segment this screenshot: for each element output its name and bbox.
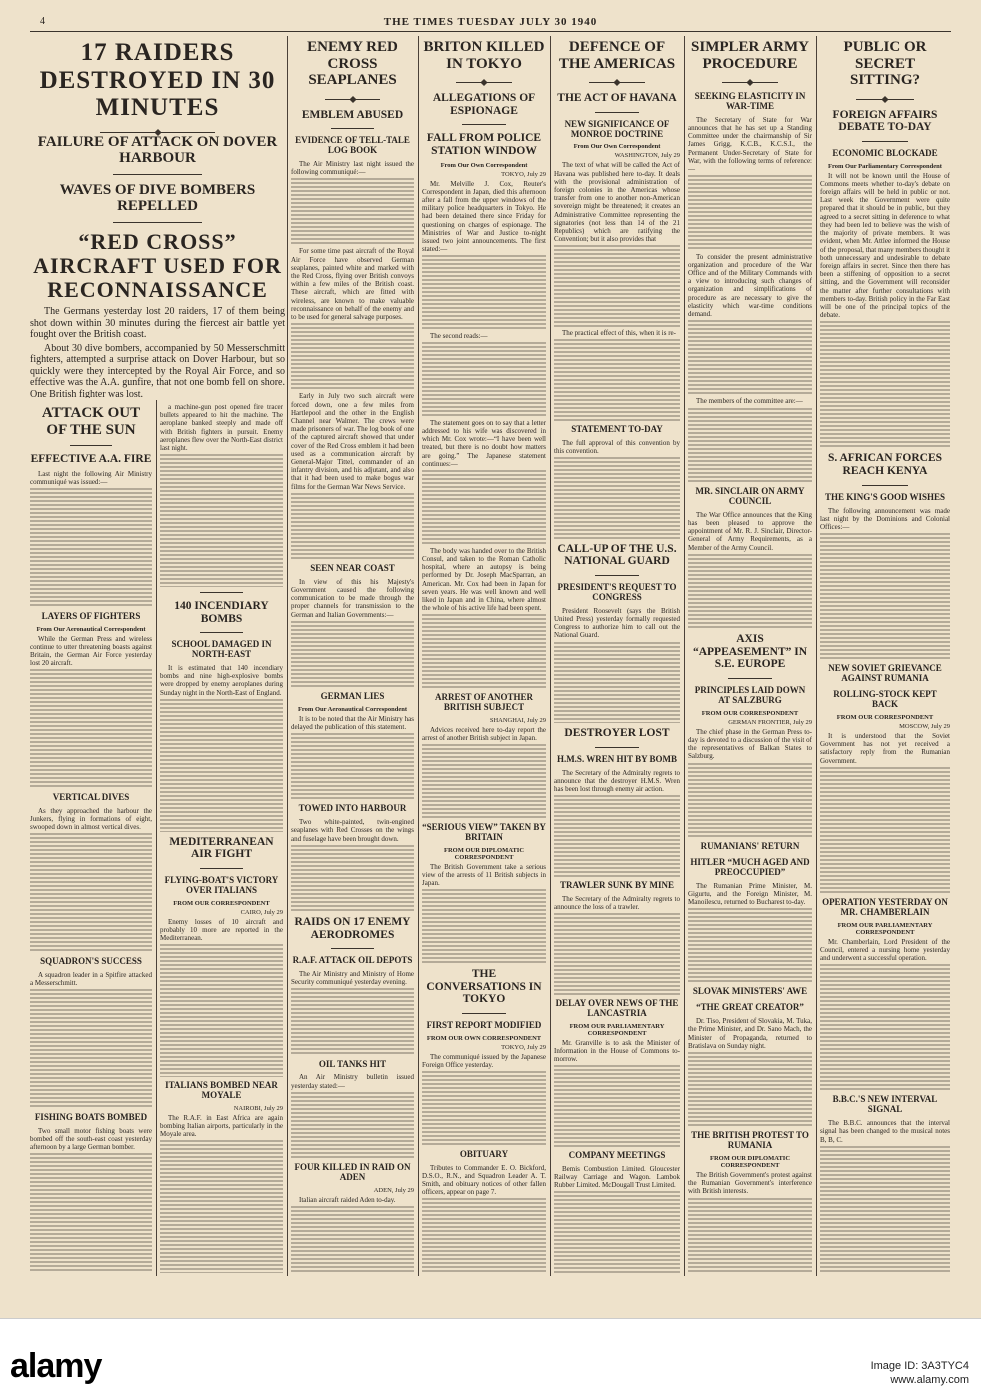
- body-text-block: [422, 614, 546, 689]
- column-3: [291, 36, 414, 1274]
- headline: DESTROYER LOST: [564, 727, 670, 740]
- body-text-block: [160, 699, 283, 832]
- dateline: TOKYO, July 29: [501, 170, 546, 178]
- column-divider: [816, 36, 817, 1276]
- body-text-block: [688, 1052, 812, 1127]
- article-paragraph: An Air Ministry bulletin issued yesterday stated:—: [291, 1073, 414, 1090]
- article-paragraph: Two small motor fishing boats were bombed off the south-east coast yesterday afternoon by a large German bomber.: [30, 1126, 152, 1152]
- body-text-block: [422, 255, 546, 330]
- headline: ITALIANS BOMBED NEAR MOYALE: [165, 1079, 278, 1100]
- headline: MEDITERRANEAN AIR FIGHT: [169, 835, 274, 861]
- body-text-block: [160, 454, 283, 587]
- masthead: [30, 14, 951, 32]
- body-text-block: [291, 1092, 414, 1159]
- alamy-logo: alamy: [10, 1347, 102, 1385]
- dateline: ADEN, July 29: [373, 1186, 414, 1194]
- headline: SEEN NEAR COAST: [310, 562, 395, 573]
- headline: BRITON KILLED IN TOKYO: [423, 39, 545, 72]
- byline: FROM OUR DIPLOMATIC CORRESPONDENT: [709, 1155, 791, 1170]
- article-paragraph: The members of the committee are:—: [696, 397, 803, 406]
- short-rule: [862, 485, 908, 486]
- headline: SCHOOL DAMAGED IN NORTH-EAST: [171, 639, 272, 660]
- ornament-rule: [722, 78, 778, 86]
- headline: NEW SOVIET GRIEVANCE AGAINST RUMANIA: [828, 663, 942, 684]
- article-paragraph: Mr. Granville is to ask the Minister of Information in the House of Commons to-morrow.: [554, 1038, 680, 1064]
- short-rule: [113, 222, 202, 223]
- byline: From Our Own Correspondent: [440, 161, 528, 169]
- byline: FROM OUR PARLIAMENTARY CORRESPONDENT: [569, 1022, 665, 1037]
- body-text-block: [554, 795, 680, 877]
- column-divider: [287, 36, 288, 1276]
- article-paragraph: The Secretary of the Admiralty regrets to announce the loss of a trawler.: [554, 894, 680, 912]
- ornament-rule: [456, 78, 512, 86]
- stock-footer: [0, 1318, 981, 1390]
- body-text-block: [30, 833, 152, 953]
- headline: FOUR KILLED IN RAID ON ADEN: [294, 1161, 411, 1182]
- article-paragraph: In view of this his Majesty's Government caused the following communication to be made through the proper channels for transmission to the German and Italian Governments:—: [291, 577, 414, 619]
- byline: FROM OUR CORRESPONDENT: [836, 713, 934, 721]
- article-paragraph: The practical effect of this, when it is re-: [562, 329, 676, 338]
- headline: FALL FROM POLICE STATION WINDOW: [426, 132, 542, 157]
- article-paragraph: The War Office announces that the King has been pleased to approve the appointment of Mr. R. J. Sinclair, Director-General of Army Requirements, as a Member of the Army Council.: [688, 510, 812, 552]
- column-7: [820, 36, 950, 1274]
- article-paragraph: Early in July two such aircraft were forced down, one a few miles from Hartlepool and the other in the English Channel near Walmer. The crews were made prisoners of war. The log book of one of the captured aircraft showed that under cover of the Red Cross emblem it had been used as a communication aircraft by General-Major Tittel, commander of an infantry division, and his adjutant, and also that it had been used to make bogus war films for the German War News Service.: [291, 392, 414, 491]
- body-text-block: [554, 339, 680, 421]
- byline: FROM OUR CORRESPONDENT: [701, 709, 799, 717]
- article-paragraph: The communiqué issued by the Japanese Foreign Office yesterday.: [422, 1052, 546, 1069]
- body-text-block: [30, 669, 152, 789]
- byline: From Our Parliamentary Correspondent: [828, 162, 942, 170]
- headline: COMPANY MEETINGS: [568, 1149, 666, 1160]
- article-paragraph: The following announcement was made last night by the Dominions and Colonial Offices:—: [820, 506, 950, 532]
- body-text-block: [688, 175, 812, 250]
- article-paragraph: Mr. Melville J. Cox, Reuter's Correspondent in Japan, died this afternoon after a fall from the upper windows of the military police headquarters in Tokyo. He had been detained there since Friday for questioning on charges of espionage. The Ministries of War and Justice to-night issued two joint announcements. The first stated:—: [422, 179, 546, 254]
- article-paragraph: The Secretary of State for War announces that he has set up a Standing Committee under the chairmanship of Sir James Grigg, K.C.B., K.C.S.I., the Permanent Under-Secretary of State for War, with the following terms of reference:—: [688, 115, 812, 173]
- article-paragraph: The chief phase in the German Press to-day is devoted to a discussion of the visit of the representatives of Balkan States to Salzburg.: [688, 727, 812, 761]
- body-text-block: [688, 908, 812, 983]
- headline: EFFECTIVE A.A. FIRE: [30, 453, 152, 465]
- headline: “THE GREAT CREATOR”: [696, 1002, 804, 1013]
- body-text-block: [291, 845, 414, 912]
- headline: ATTACK OUT OF THE SUN: [41, 405, 141, 438]
- article-paragraph: a machine-gun post opened fire tracer bullets appeared to hit the machine. The aeroplane banked steeply and made off with British fighters in pursuit. Enemy aeroplanes flew over the North-East district last night.: [160, 403, 283, 453]
- dateline: CAIRO, July 29: [240, 908, 283, 916]
- dateline: SHANGHAI, July 29: [489, 716, 546, 724]
- headline: ROLLING-STOCK KEPT BACK: [833, 689, 937, 710]
- short-rule: [862, 141, 908, 142]
- article-paragraph: It is to be noted that the Air Ministry has delayed the publication of this statement.: [291, 714, 414, 731]
- body-text-block: [160, 1140, 283, 1273]
- short-rule: [70, 445, 113, 446]
- headline: SEEKING ELASTICITY IN WAR-TIME: [694, 91, 806, 111]
- article-paragraph: The full approval of this convention by this convention.: [554, 438, 680, 455]
- body-text-block: [422, 889, 546, 964]
- lead-paragraph: The Germans yesterday lost 20 raiders, 17 of them being shot down within 30 minutes during the fiercest air battle yet fought over the British coast.: [30, 306, 285, 341]
- lead-paragraph: About 30 dive bombers, accompanied by 50 Messerschmitt fighters, attempted a surprise attack on Dover Harbour, but so quickly were they intercepted by the Royal Air Force, and so effective was the A.A. gunfire, that not one bomb fell on shore. One British fighter was lost.: [30, 342, 285, 398]
- body-text-block: [554, 1065, 680, 1147]
- headline: FOREIGN AFFAIRS DEBATE TO-DAY: [832, 108, 938, 134]
- body-text-block: [30, 1153, 152, 1273]
- short-rule: [200, 592, 243, 593]
- body-text-block: [554, 1191, 680, 1273]
- column-4: [422, 36, 546, 1274]
- headline: EVIDENCE OF TELL-TALE LOG BOOK: [295, 135, 410, 156]
- article-paragraph: The Air Ministry and Ministry of Home Security communiqué yesterday evening.: [291, 970, 414, 987]
- body-text-block: [422, 1198, 546, 1273]
- article-paragraph: Dr. Tiso, President of Slovakia, M. Tuka, the Prime Minister, and Dr. Sano Mach, the Minister of Propaganda, returned to Bratislava on Sunday night.: [688, 1017, 812, 1050]
- body-text-block: [688, 763, 812, 838]
- headline: CALL-UP OF THE U.S. NATIONAL GUARD: [557, 542, 677, 568]
- article-paragraph: Advices received here to-day report the arrest of another British subject in Japan.: [422, 725, 546, 742]
- article-paragraph: The statement goes on to say that a letter addressed to his wife was discovered in which Mr. Cox wrote:—“I have been well treated, but there is no doubt how matters are going.” The Japanese statement continues:—: [422, 418, 546, 468]
- stock-info: [871, 1359, 969, 1387]
- article-paragraph: For some time past aircraft of the Royal Air Force have observed German seaplanes, painted white and marked with the Red Cross, flying over British convoys within a few miles of the British coast. These aircraft, which are fitted with wireless, are known to make valuable reconnaissance on behalf of the enemy and to be used for general salvage purposes.: [291, 247, 414, 322]
- headline: FISHING BOATS BOMBED: [34, 1111, 148, 1122]
- article-paragraph: Italian aircraft raided Aden to-day.: [299, 1195, 396, 1204]
- body-text-block: [30, 989, 152, 1109]
- headline: TOWED INTO HARBOUR: [298, 803, 407, 814]
- byline: FROM OUR OWN CORRESPONDENT: [426, 1034, 542, 1042]
- body-text-block: [422, 1071, 546, 1146]
- body-text-block: [820, 767, 950, 894]
- headline: OBITUARY: [459, 1148, 509, 1159]
- dateline: MOSCOW, July 29: [899, 722, 950, 730]
- headline: S. AFRICAN FORCES REACH KENYA: [827, 452, 943, 478]
- body-text-block: [30, 488, 152, 608]
- headline: STATEMENT TO-DAY: [571, 423, 663, 434]
- body-text-block: [422, 342, 546, 417]
- short-rule: [462, 124, 505, 125]
- article-paragraph: Enemy losses of 10 aircraft and probably 10 more are reported in the Mediterranean.: [160, 917, 283, 942]
- body-text-block: [688, 408, 812, 483]
- headline: HITLER “MUCH AGED AND PREOCCUPIED”: [690, 856, 810, 877]
- column-divider: [418, 36, 419, 1276]
- dateline: GERMAN FRONTIER, July 29: [728, 718, 812, 726]
- body-text-block: [820, 533, 950, 660]
- ornament-rule: [325, 95, 380, 103]
- short-rule: [331, 128, 374, 129]
- column-5: [554, 36, 680, 1274]
- headline: WAVES OF DIVE BOMBERS REPELLED: [59, 181, 256, 214]
- headline: ARREST OF ANOTHER BRITISH SUBJECT: [434, 692, 534, 712]
- article-paragraph: While the German Press and wireless continue to utter threatening boasts against Britain, the German Air Force yesterday lost 20 aircraft.: [30, 634, 152, 668]
- article-paragraph: It is estimated that 140 incendiary bombs and nine high-explosive bombs were dropped by enemy aeroplanes during Sunday night in the North-East of England.: [160, 664, 283, 697]
- headline: 17 RAIDERS DESTROYED IN 30 MINUTES: [39, 39, 276, 121]
- body-text-block: [160, 944, 283, 1077]
- body-text-block: [291, 1206, 414, 1273]
- byline: FROM OUR CORRESPONDENT: [173, 899, 270, 907]
- body-text-block: [820, 321, 950, 448]
- headline: “RED CROSS” AIRCRAFT USED FOR RECONNAISSANCE: [33, 228, 282, 302]
- article-paragraph: The Air Ministry last night issued the following communiqué:—: [291, 159, 414, 177]
- article-paragraph: The Secretary of the Admiralty regrets to announce that the destroyer H.M.S. Wren has been lost through enemy air action.: [554, 768, 680, 794]
- headline: GERMAN LIES: [320, 690, 385, 701]
- article-paragraph: It will not be known until the House of Commons meets whether to-day's debate on foreign affairs will be held in public or not. Last week the Government were quite prepared that it should be in public, but they agreed to a secret sitting in deference to what they had been led to believe was the wish of the majority of private members. It was evident, when Mr. Attlee informed the House of the proposal, that many members thought it both unnecessary and undesirable to debate foreign affairs in secret. Since then there has been a stiffening of opposition to a secret sitting, and the Government will reconsider the matter after further consultations with members to-day. British policy in the Far East will be one of the principal topics of the debate.: [820, 171, 950, 320]
- article-paragraph: The text of what will be called the Act of Havana was published here to-day. It deals with the provisional administration of foreign colonies in the Americas whose transfer from one to another non-American sovereign might be threatened; it creates an Administrative Committee representing the signatories (not less than 14 of the 21 Republics) which are ratifying the Convention; but it also provides that: [554, 161, 680, 244]
- column-divider: [684, 36, 685, 1276]
- headline: RUMANIANS' RETURN: [700, 840, 800, 851]
- byline: From Our Own Correspondent: [573, 143, 661, 151]
- short-rule: [595, 747, 639, 748]
- byline: FROM OUR PARLIAMENTARY CORRESPONDENT: [837, 921, 933, 936]
- column-2: [160, 402, 283, 1274]
- byline: FROM OUR DIPLOMATIC CORRESPONDENT: [443, 846, 525, 861]
- article-paragraph: The Rumanian Prime Minister, M. Gigurtu, and the Foreign Minister, M. Manoilescu, returned to Bucharest to-day.: [688, 881, 812, 906]
- article-paragraph: Two white-painted, twin-engined seaplanes with Red Crosses on the wings and fuselage have been brought down.: [291, 818, 414, 843]
- article-paragraph: It is understood that the Soviet Government has not yet received a satisfactory reply from the Rumanian Government.: [820, 731, 950, 765]
- headline: PUBLIC OR SECRET SITTING?: [843, 39, 927, 88]
- headline: THE KING'S GOOD WISHES: [824, 491, 946, 502]
- short-rule: [331, 948, 374, 949]
- headline: TRAWLER SUNK BY MINE: [560, 880, 674, 891]
- headline: OIL TANKS HIT: [318, 1058, 387, 1069]
- short-rule: [728, 678, 771, 679]
- headline: THE BRITISH PROTEST TO RUMANIA: [691, 1130, 809, 1151]
- short-rule: [200, 868, 243, 869]
- headline: H.M.S. WREN HIT BY BOMB: [556, 753, 678, 764]
- headline: FLYING-BOAT'S VICTORY OVER ITALIANS: [164, 874, 279, 895]
- article-paragraph: To consider the present administrative organization and procedure of the War Office and of the Military Commands with a view to introducing such changes of organization and simplifications of procedure as are necessary to give the elasticity which war-time conditions demand.: [688, 252, 812, 318]
- body-text-block: [820, 1146, 950, 1273]
- body-text-block: [291, 178, 414, 245]
- headline: DELAY OVER NEWS OF THE LANCASTRIA: [555, 997, 679, 1018]
- article-paragraph: As they approached the harbour the Junkers, flying in formations of eight, swooped down in almost vertical dives.: [30, 806, 152, 832]
- body-text-block: [554, 913, 680, 995]
- body-text-block: [291, 733, 414, 800]
- article-paragraph: The B.B.C. announces that the interval signal has been changed to the musical notes B, B, C.: [820, 1119, 950, 1144]
- short-rule: [595, 575, 639, 576]
- headline: AXIS “APPEASEMENT” IN S.E. EUROPE: [692, 633, 808, 671]
- headline: R.A.F. ATTACK OIL DEPOTS: [292, 955, 413, 966]
- ornament-rule: [856, 95, 915, 103]
- byline: From Our Aeronautical Correspondent: [297, 705, 408, 713]
- headline: THE ACT OF HAVANA: [557, 92, 677, 104]
- body-text-block: [422, 470, 546, 545]
- headline: EMBLEM ABUSED: [301, 108, 404, 121]
- article-paragraph: Last night the following Air Ministry communiqué was issued:—: [30, 469, 152, 486]
- headline: ECONOMIC BLOCKADE: [832, 147, 938, 158]
- dateline: TOKYO, July 29: [501, 1043, 546, 1051]
- body-text-block: [554, 245, 680, 327]
- body-text-block: [554, 642, 680, 724]
- body-text-block: [688, 1198, 812, 1273]
- body-text-block: [422, 744, 546, 819]
- body-text-block: [688, 554, 812, 629]
- article-paragraph: The R.A.F. in East Africa are again bombing Italian airports, particularly in the Moyale area.: [160, 1113, 283, 1139]
- column-1: [30, 402, 152, 1274]
- headline: OPERATION YESTERDAY ON MR. CHAMBERLAIN: [822, 896, 948, 917]
- body-text-block: [291, 493, 414, 560]
- stock-site: www.alamy.com: [890, 1374, 969, 1386]
- headline: RAIDS ON 17 ENEMY AERODROMES: [294, 915, 411, 941]
- headline: SQUADRON'S SUCCESS: [40, 956, 142, 967]
- headline: B.B.C.'S NEW INTERVAL SIGNAL: [832, 1094, 938, 1115]
- headline: SLOVAK MINISTERS' AWE: [692, 986, 808, 997]
- article-paragraph: Tributes to Commander E. O. Bickford, D.S.O., R.N., and Squadron Leader A. T. Smith, and obituary notices of other fallen officers, appear on page 7.: [422, 1163, 546, 1197]
- article-paragraph: President Roosevelt (says the British United Press) yesterday formally requested Congress to authorize him to call out the National Guard.: [554, 606, 680, 640]
- headline: PRINCIPLES LAID DOWN AT SALZBURG: [694, 684, 806, 705]
- dateline: NAIROBI, July 29: [233, 1104, 283, 1112]
- body-text-block: [291, 621, 414, 688]
- dateline: WASHINGTON, July 29: [614, 152, 680, 160]
- headline: ALLEGATIONS OF ESPIONAGE: [432, 92, 536, 117]
- byline: From Our Aeronautical Correspondent: [36, 625, 146, 633]
- body-text-block: [554, 457, 680, 539]
- article-paragraph: Mr. Chamberlain, Lord President of the Council, entered a nursing home yesterday and underwent a successful operation.: [820, 937, 950, 963]
- headline: “SERIOUS VIEW” TAKEN BY BRITAIN: [422, 821, 546, 842]
- headline: VERTICAL DIVES: [52, 791, 130, 802]
- headline: ENEMY RED CROSS SEAPLANES: [307, 39, 398, 88]
- article-paragraph: The second reads:—: [430, 332, 488, 341]
- short-rule: [113, 174, 202, 175]
- article-paragraph: A squadron leader in a Spitfire attacked a Messerschmitt.: [30, 970, 152, 988]
- body-text-block: [820, 964, 950, 1091]
- newspaper-dateline: THE TIMES TUESDAY JULY 30 1940: [383, 16, 598, 28]
- article-paragraph: The body was handed over to the British Consul, and taken to the Roman Catholic hospital, where an autopsy is being performed by Dr. Joseph MacSparran, an American. Mr. Cox had been in Japan for seven years. He was well known and well liked in Japan and in China, where almost the whole of his active life had been spent.: [422, 546, 546, 613]
- article-paragraph: Bemis Combustion Limited. Gloucester Railway Carriage and Wagon. Lambok Rubber Limited. McDougall Trust Limited.: [554, 1164, 680, 1190]
- short-rule: [595, 112, 639, 113]
- body-text-block: [291, 323, 414, 390]
- ornament-rule: [589, 78, 646, 86]
- headline: DEFENCE OF THE AMERICAS: [558, 39, 676, 72]
- column-divider: [550, 36, 551, 1276]
- body-text-block: [688, 320, 812, 395]
- headline: MR. SINCLAIR ON ARMY COUNCIL: [695, 485, 805, 506]
- body-text-block: [291, 988, 414, 1055]
- short-rule: [200, 632, 243, 633]
- article-paragraph: The British Government take a serious view of the arrests of 11 British subjects in Japan.: [422, 862, 546, 888]
- image-id: Image ID: 3A3TYC4: [870, 1360, 969, 1372]
- headline: 140 INCENDIARY BOMBS: [174, 599, 269, 625]
- headline: NEW SIGNIFICANCE OF MONROE DOCTRINE: [564, 118, 670, 139]
- headline: FAILURE OF ATTACK ON DOVER HARBOUR: [37, 133, 278, 166]
- column-6: [688, 36, 812, 1274]
- column-divider: [156, 400, 157, 1276]
- headline: SIMPLER ARMY PROCEDURE: [691, 39, 809, 72]
- lead-story: [30, 36, 285, 398]
- short-rule: [462, 1013, 505, 1014]
- headline: FIRST REPORT MODIFIED: [426, 1019, 542, 1030]
- headline: LAYERS OF FIGHTERS: [41, 610, 141, 621]
- article-paragraph: The British Government's protest against the Rumanian Government's interference with British interests.: [688, 1171, 812, 1196]
- headline: THE CONVERSATIONS IN TOKYO: [426, 967, 542, 1006]
- page-number: 4: [40, 16, 45, 27]
- headline: PRESIDENT'S REQUEST TO CONGRESS: [557, 582, 677, 602]
